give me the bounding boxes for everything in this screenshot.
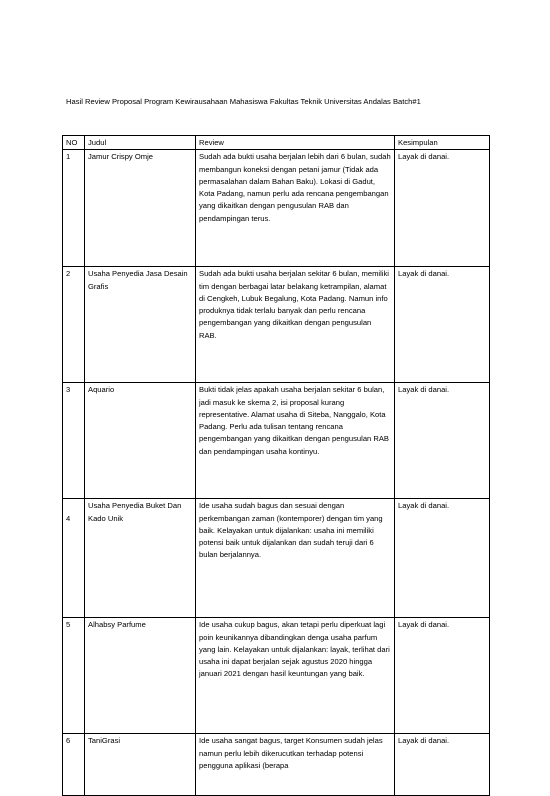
row-review: Ide usaha sangat bagus, target Konsumen sudah jelas namun perlu lebih dikerucutkan terhadap potensi pengguna aplikasi (berapa <box>196 734 395 796</box>
row-title: Aquario <box>85 383 196 499</box>
row-conclusion: Layak di danai. <box>395 150 490 267</box>
row-title: Jamur Crispy Omje <box>85 150 196 267</box>
page-title: Hasil Review Proposal Program Kewirausahaan Mahasiswa Fakultas Teknik Universitas Andalas Batch#1 <box>66 97 421 106</box>
header-kesimpulan: Kesimpulan <box>395 136 490 150</box>
row-conclusion: Layak di danai. <box>395 267 490 383</box>
row-number: 3 <box>63 383 85 499</box>
table-row <box>63 618 490 734</box>
row-title: TaniGrasi <box>85 734 196 796</box>
row-conclusion: Layak di danai. <box>395 618 490 734</box>
header-review: Review <box>196 136 395 150</box>
row-title: Usaha Penyedia Jasa Desain Grafis <box>85 267 196 383</box>
row-conclusion: Layak di danai. <box>395 734 490 796</box>
table-row <box>63 383 490 499</box>
review-table <box>62 135 490 796</box>
row-review: Bukti tidak jelas apakah usaha berjalan sekitar 6 bulan, jadi masuk ke skema 2, isi proposal kurang representative. Alamat usaha di Siteba, Nanggalo, Kota Padang. Perlu ada tulisan tentang rencana pengembangan yang dikaitkan dengan pengusulan RAB dan pendampingan usaha kontinyu. <box>196 383 395 499</box>
row-title: Usaha Penyedia Buket Dan Kado Unik <box>85 499 196 618</box>
table-header-row <box>63 136 490 150</box>
row-review: Ide usaha cukup bagus, akan tetapi perlu diperkuat lagi poin keunikannya dibandingkan denga usaha parfum yang lain. Kelayakan untuk dijalankan: layak, terlihat dari usaha ini dapat berjalan sejak agustus 2020 hingga januari 2021 dengan hasil keuntungan yang baik. <box>196 618 395 734</box>
row-number: 5 <box>63 618 85 734</box>
table-row <box>63 499 490 618</box>
table-row <box>63 267 490 383</box>
row-conclusion: Layak di danai. <box>395 383 490 499</box>
table-row <box>63 734 490 796</box>
header-judul: Judul <box>85 136 196 150</box>
row-conclusion: Layak di danai. <box>395 499 490 618</box>
row-review: Ide usaha sudah bagus dan sesuai dengan perkembangan zaman (kontemporer) dengan tim yang baik. Kelayakan untuk dijalankan: usaha ini memiliki potensi baik untuk dijalankan dan sudah teruji dari 6 bulan berjalannya. <box>196 499 395 618</box>
table-row <box>63 150 490 267</box>
row-review: Sudah ada bukti usaha berjalan lebih dari 6 bulan, sudah membangun koneksi dengan petani jamur (Tidak ada permasalahan dalam Bahan Baku). Lokasi di Gadut, Kota Padang, namun perlu ada rencana pengembangan yang dikaitkan dengan pengusulan RAB dan pendampingan terus. <box>196 150 395 267</box>
header-no: NO <box>63 136 85 150</box>
row-number: 6 <box>63 734 85 796</box>
row-number: 1 <box>63 150 85 267</box>
row-number: 2 <box>63 267 85 383</box>
row-review: Sudah ada bukti usaha berjalan sekitar 6 bulan, memiliki tim dengan berbagai latar belakang ketrampilan, alamat di Cengkeh, Lubuk Begalung, Kota Padang. Namun info produknya tidak terlalu banyak dan perlu rencana pengembangan yang dikaitkan dengan pengusulan RAB. <box>196 267 395 383</box>
row-title: Alhabsy Parfume <box>85 618 196 734</box>
row-number: 4 <box>63 499 85 618</box>
